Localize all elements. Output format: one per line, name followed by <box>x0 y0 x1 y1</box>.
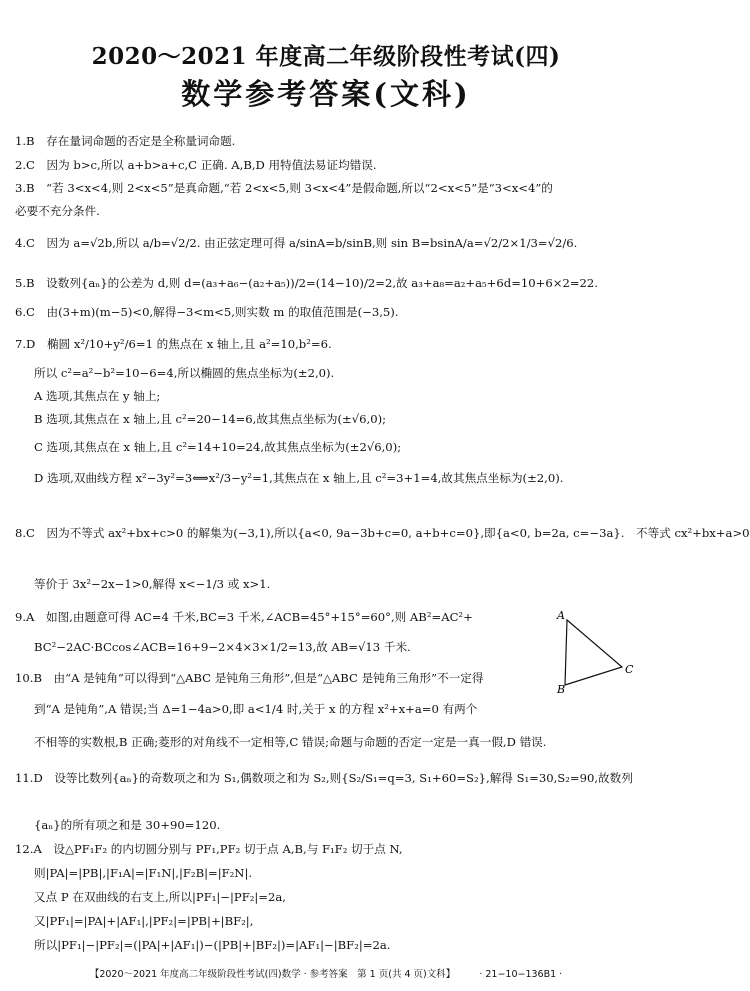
answer-line: 3.B “若 3<x<4,则 2<x<5”是真命题,“若 2<x<5,则 3<x<4”是假命题,所以“2<x<5”是“3<x<4”的 <box>15 181 553 195</box>
page-title: 2020～2021 年度高二年级阶段性考试(四) <box>91 43 561 70</box>
answer-line: 又点 P 在双曲线的右支上,所以|PF₁|−|PF₂|=2a, <box>34 890 286 904</box>
footer-code: · 21−10−136B1 · <box>479 969 563 980</box>
answer-line: 7.D 椭圆 x²/10+y²/6=1 的焦点在 x 轴上,且 a²=10,b²=6. <box>15 337 332 351</box>
answer-line: 6.C 由(3+m)(m−5)<0,解得−3<m<5,则实数 m 的取值范围是(−3,5). <box>15 305 399 319</box>
answer-line: D 选项,双曲线方程 x²−3y²=3⟺x²/3−y²=1,其焦点在 x 轴上,且 c²=3+1=4,故其焦点坐标为(±2,0). <box>34 471 564 485</box>
vertex-a-label: A <box>557 609 565 622</box>
answer-line: 又|PF₁|=|PA|+|AF₁|,|PF₂|=|PB|+|BF₂|, <box>34 914 254 928</box>
page-footer <box>0 966 652 980</box>
answer-line: C 选项,其焦点在 x 轴上,且 c²=14+10=24,故其焦点坐标为(±2√6,0); <box>34 440 402 454</box>
answer-line: BC²−2AC·BCcos∠ACB=16+9−2×4×3×1/2=13,故 AB=√13 千米. <box>34 640 411 654</box>
footer-text: 【2020～2021 年度高二年级阶段性考试(四)数学 · 参考答案 第 1 页(共 4 页)文科】 <box>89 969 456 980</box>
answer-line: 4.C 因为 a=√2b,所以 a/b=√2/2. 由正弦定理可得 a/sinA=b/sinB,则 sin B=bsinA/a=√2/2×1/3=√2/6. <box>15 236 578 250</box>
answer-line: 到“A 是钝角”,A 错误;当 Δ=1−4a>0,即 a<1/4 时,关于 x 的方程 x²+x+a=0 有两个 <box>34 702 478 716</box>
answer-line: 则|PA|=|PB|,|F₁A|=|F₁N|,|F₂B|=|F₂N|. <box>34 866 253 880</box>
answer-line: 12.A 设△PF₁F₂ 的内切圆分别与 PF₁,PF₂ 切于点 A,B,与 F₁F₂ 切于点 N, <box>15 842 403 856</box>
answer-line: 8.C 因为不等式 ax²+bx+c>0 的解集为(−3,1),所以{a<0, 9a−3b+c=0, a+b+c=0},即{a<0, b=2a, c=−3a}. 不等式 cx²+bx+a>0 <box>15 526 750 540</box>
triangle-figure <box>545 605 640 700</box>
vertex-b-label: B <box>557 683 566 696</box>
answer-line: 11.D 设等比数列{aₙ}的奇数项之和为 S₁,偶数项之和为 S₂,则{S₂/S₁=q=3, S₁+60=S₂},解得 S₁=30,S₂=90,故数列 <box>15 771 633 785</box>
answer-line: 1.B 存在量词命题的否定是全称量词命题. <box>15 134 236 148</box>
answer-line: 所以 c²=a²−b²=10−6=4,所以椭圆的焦点坐标为(±2,0). <box>34 366 335 380</box>
answer-line: {aₙ}的所有项之和是 30+90=120. <box>34 818 221 832</box>
answer-line: 所以|PF₁|−|PF₂|=(|PA|+|AF₁|)−(|PB|+|BF₂|)=|AF₁|−|BF₂|=2a. <box>34 938 391 952</box>
triangle-abc <box>565 620 622 685</box>
answer-line: B 选项,其焦点在 x 轴上,且 c²=20−14=6,故其焦点坐标为(±√6,0); <box>34 412 387 426</box>
answer-line: 10.B 由“A 是钝角”可以得到“△ABC 是钝角三角形”,但是“△ABC 是钝角三角形”不一定得 <box>15 671 484 685</box>
answer-line: 2.C 因为 b>c,所以 a+b>a+c,C 正确. A,B,D 用特值法易证均错误. <box>15 158 377 172</box>
vertex-c-label: C <box>625 663 634 676</box>
answer-line: 5.B 设数列{aₙ}的公差为 d,则 d=(a₃+a₆−(a₂+a₅))/2=(14−10)/2=2,故 a₃+a₈=a₂+a₅+6d=10+6×2=22. <box>15 276 598 290</box>
answer-line: 不相等的实数根,B 正确;菱形的对角线不一定相等,C 错误;命题与命题的否定一定是一真一假,D 错误. <box>34 735 547 749</box>
answer-line: 9.A 如图,由题意可得 AC=4 千米,BC=3 千米,∠ACB=45°+15°=60°,则 AB²=AC²+ <box>15 610 473 624</box>
answer-line: 必要不充分条件. <box>15 204 100 218</box>
answer-line: A 选项,其焦点在 y 轴上; <box>34 389 161 403</box>
answer-line: 等价于 3x²−2x−1>0,解得 x<−1/3 或 x>1. <box>34 577 271 591</box>
page-subtitle: 数学参考答案(文科) <box>181 77 471 111</box>
